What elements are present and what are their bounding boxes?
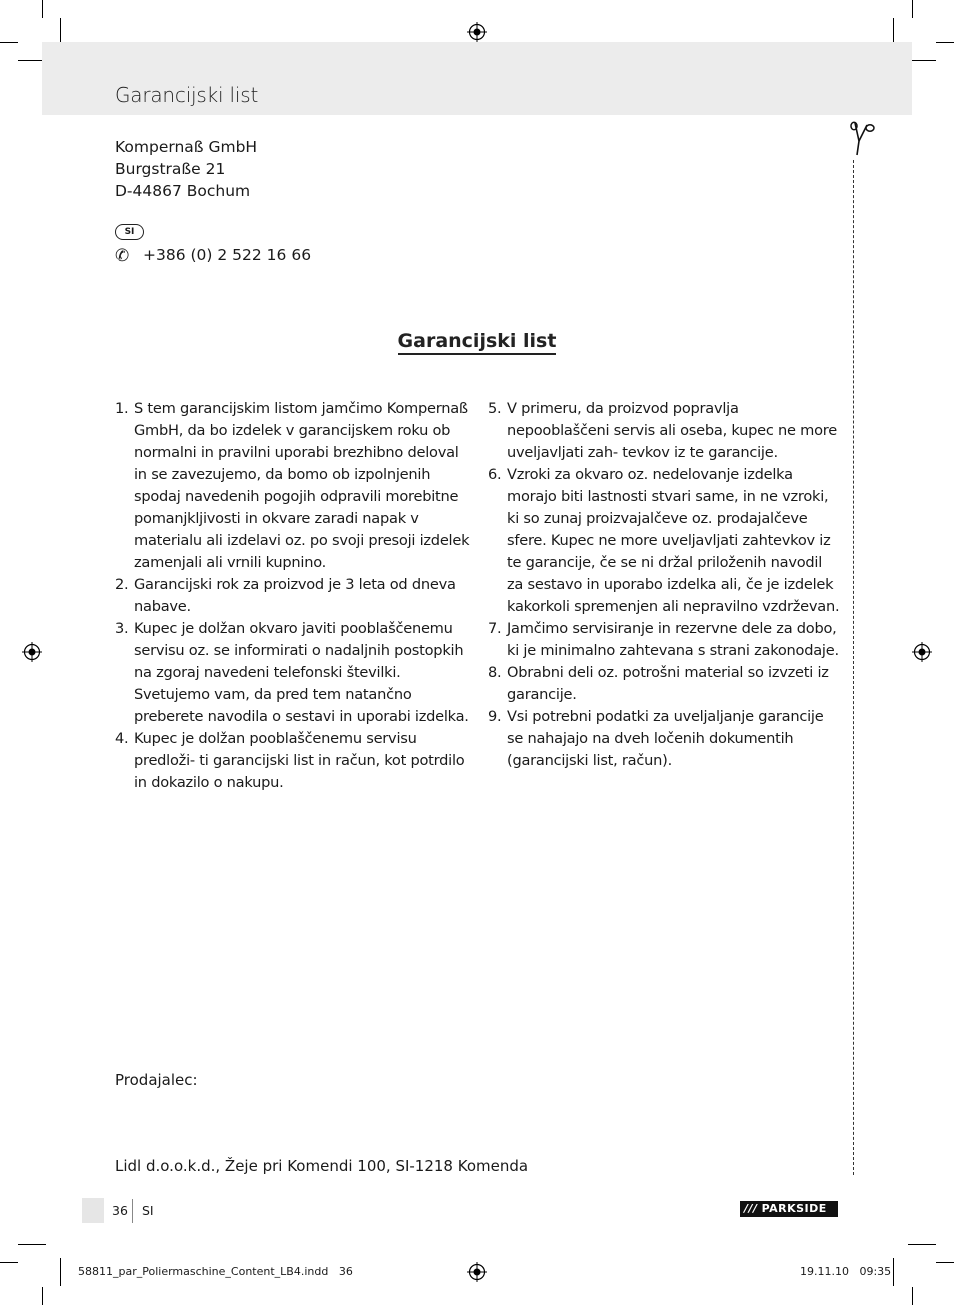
crop-mark <box>42 0 43 18</box>
item-number: 8. <box>488 664 502 681</box>
crop-mark <box>936 1262 954 1263</box>
crop-mark <box>908 1244 936 1245</box>
list-item <box>488 398 840 464</box>
parkside-logo <box>740 1201 838 1217</box>
terms-right-column <box>488 398 840 772</box>
list-item <box>488 662 840 706</box>
page-language: SI <box>142 1203 154 1218</box>
list-item <box>488 464 840 618</box>
item-text: Jamčimo servisiranje in rezervne dele za dobo, ki je minimalno zahtevana s strani zakonodaje. <box>507 620 839 659</box>
crop-mark <box>936 42 954 43</box>
item-number: 3. <box>115 620 129 637</box>
section-title <box>0 330 954 352</box>
phone-icon: ✆ <box>115 246 130 266</box>
item-number: 4. <box>115 730 129 747</box>
page-divider <box>132 1199 133 1223</box>
crop-mark <box>912 0 913 18</box>
scissors-icon <box>843 121 877 159</box>
item-text: Obrabni deli oz. potrošni material so izvzeti iz garancije. <box>507 664 829 703</box>
crop-mark <box>42 1287 43 1305</box>
country-badge: SI <box>115 224 144 240</box>
city: D-44867 Bochum <box>115 182 251 200</box>
distributor-address: Lidl d.o.o.k.d., Žeje pri Komendi 100, SI-1218 Komenda <box>115 1157 529 1175</box>
item-text: Vsi potrebni podatki za uveljaljanje garancije se nahajajo na dveh ločenih dokumentih (garancijski list, račun). <box>507 708 824 769</box>
item-number: 6. <box>488 466 502 483</box>
list-item <box>488 618 840 662</box>
section-title-text: Garancijski list <box>398 330 557 355</box>
crop-mark <box>912 1287 913 1305</box>
company-name: Kompernaß GmbH <box>115 138 258 156</box>
print-date-time: 19.11.10 09:35 <box>800 1265 892 1278</box>
registration-mark-icon <box>912 642 932 662</box>
item-number: 7. <box>488 620 502 637</box>
crop-mark <box>893 1258 894 1286</box>
page-title: Garancijski list <box>115 83 259 107</box>
item-text: V primeru, da proizvod popravlja nepooblaščeni servis ali oseba, kupec ne more uveljavljati zah- tevkov iz te garancije. <box>507 400 837 461</box>
item-text: S tem garancijskim listom jamčimo Kompernaß GmbH, da bo izdelek v garancijskem roku ob normalni in pravilni uporabi brezhibno deloval in se zavezujemo, da bomo ob izpolnjenih spodaj navedenih pogojih odpravili morebitne pomanjkljivosti in okvare zaradi napak v materialu ali izdelavi oz. po svoji presoji izdelek zamenjali ali vrnili kupnino. <box>134 400 470 571</box>
item-number: 9. <box>488 708 502 725</box>
cut-line <box>853 160 854 1175</box>
logo-brand: PARKSIDE <box>761 1202 827 1215</box>
item-text: Kupec je dolžan okvaro javiti pooblaščenemu servisu oz. se informirati o nadaljnih postopkih na zgoraj navedeni telefonski številki. Svetujemo vam, da pred tem natančno preberete navodila o sestavi in uporabi izdelka. <box>134 620 469 725</box>
list-item <box>115 574 470 618</box>
list-item <box>115 728 470 794</box>
list-item <box>115 618 470 728</box>
seller-label: Prodajalec: <box>115 1071 198 1089</box>
print-file-name: 58811_par_Poliermaschine_Content_LB4.indd 36 <box>78 1265 353 1278</box>
page-number: 36 <box>112 1203 128 1218</box>
terms-left-column <box>115 398 470 794</box>
phone-number: +386 (0) 2 522 16 66 <box>143 246 312 264</box>
item-text: Kupec je dolžan pooblaščenemu servisu predloži- ti garancijski list in račun, kot potrdilo in dokazilo o nakupu. <box>134 730 465 791</box>
registration-mark-icon <box>22 642 42 662</box>
item-number: 1. <box>115 400 129 417</box>
registration-mark-icon <box>467 1262 487 1282</box>
crop-mark <box>60 1258 61 1286</box>
crop-mark <box>18 1244 46 1245</box>
crop-mark <box>0 1262 18 1263</box>
crop-mark <box>0 42 18 43</box>
street: Burgstraße 21 <box>115 160 226 178</box>
registration-mark-icon <box>467 22 487 42</box>
item-number: 5. <box>488 400 502 417</box>
item-number: 2. <box>115 576 129 593</box>
page-number-box <box>82 1198 104 1223</box>
item-text: Vzroki za okvaro oz. nedelovanje izdelka morajo biti lastnosti stvari same, in ne vzroki, ki so zunaj proizvajalčeve oz. prodajalčeve sfere. Kupec ne more uveljavljati zahtevkov iz te garancije, če se ni držal priloženih navodil za sestavo in uporabo izdelka ali, če je izdelek kakorkoli spremenjen ali nepravilno vzdrževan. <box>507 466 840 615</box>
list-item <box>488 706 840 772</box>
list-item <box>115 398 470 574</box>
logo-slashes: /// <box>744 1202 758 1215</box>
crop-mark <box>908 60 936 61</box>
company-address <box>115 136 257 202</box>
item-text: Garancijski rok za proizvod je 3 leta od dneva nabave. <box>134 576 456 615</box>
